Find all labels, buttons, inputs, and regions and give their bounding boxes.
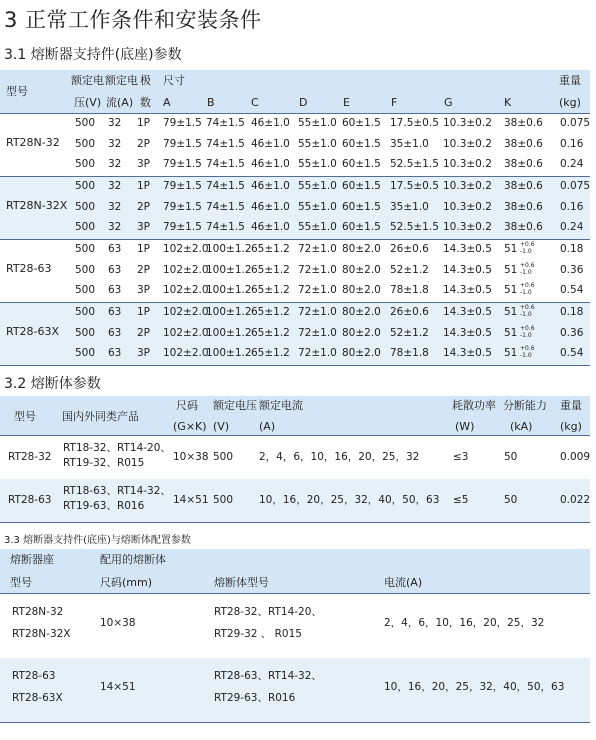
table3-current-cell: 10，16，20，25，32，40，50，63 [384, 681, 565, 693]
table1-cell-k: 38±0.6 [504, 180, 543, 192]
table1-cell-k: 38±0.6 [504, 137, 543, 150]
table1-cell-k: 51 [504, 326, 518, 339]
t1-header-dim-e: E [343, 96, 350, 109]
t2-header-size-line2: (G×K) [173, 420, 207, 433]
table1-cell-p: 3P [137, 347, 151, 359]
t2-header-power-line1: 耗散功率 [452, 399, 496, 412]
t2-header-current-line1: 额定电流 [259, 399, 303, 412]
table1-cell-b: 74±1.5 [206, 200, 245, 213]
table1-cell-v: 500 [75, 200, 96, 213]
table1-header-divider [0, 113, 590, 114]
table1-k-tolerance-lower: -1.0 [520, 352, 532, 359]
table2-power-cell: ≤5 [453, 494, 469, 506]
t1-header-poles-line1: 极 [140, 74, 151, 87]
table1-cell-v: 500 [75, 243, 96, 255]
t3-header-size: 尺码(mm) [100, 576, 153, 589]
table1-cell-i: 63 [108, 306, 122, 318]
table1-cell-f: 17.5±0.5 [390, 180, 439, 192]
table1-cell-v: 500 [75, 180, 96, 192]
table1-cell-v: 500 [75, 221, 96, 233]
table1-cell-c: 65±1.2 [251, 306, 290, 318]
table1-cell-b: 100±1.2 [206, 243, 252, 255]
table1-cell-k: 38±0.6 [504, 158, 543, 170]
table1-cell-b: 74±1.5 [206, 117, 245, 129]
table1-cell-k: 38±0.6 [504, 221, 543, 233]
table2-model-cell: RT28-32 [8, 451, 52, 463]
table3-fuse-model-line1: RT28-63、RT14-32、 [214, 670, 322, 682]
table1-cell-e: 60±1.5 [342, 158, 381, 170]
table1-cell-g: 10.3±0.2 [443, 180, 492, 192]
table1-cell-p: 1P [137, 180, 151, 192]
table1-cell-f: 52±1.2 [390, 326, 429, 339]
table1-cell-e: 80±2.0 [342, 243, 381, 255]
table1-cell-v: 500 [75, 137, 96, 150]
table1-cell-w: 0.36 [560, 263, 584, 276]
table1-cell-e: 80±2.0 [342, 284, 381, 296]
table1-cell-f: 78±1.8 [390, 284, 429, 296]
table1-k-tolerance-lower: -1.0 [520, 289, 532, 296]
table1-model-cell: RT28-63 [6, 262, 52, 275]
table3-base-line1: RT28N-32 [12, 606, 64, 618]
table1-cell-w: 0.16 [560, 137, 584, 150]
table1-cell-c: 65±1.2 [251, 347, 290, 359]
table1-cell-w: 0.18 [560, 306, 584, 318]
t1-header-model: 型号 [6, 85, 28, 98]
table1-cell-a: 102±2.0 [163, 347, 209, 359]
table1-cell-c: 46±1.0 [251, 221, 290, 233]
table1-cell-b: 74±1.5 [206, 158, 245, 170]
table2-size-cell: 14×51 [173, 494, 209, 506]
table1-cell-a: 102±2.0 [163, 306, 209, 318]
table2-voltage-cell: 500 [213, 451, 234, 463]
t3-header-current: 电流(A) [384, 576, 423, 589]
table1-cell-g: 14.3±0.5 [443, 284, 492, 296]
table1-cell-i: 32 [108, 180, 122, 192]
table1-model-cell: RT28N-32 [6, 136, 60, 149]
t3-header-base-line1: 熔断器座 [10, 553, 54, 566]
table1-cell-e: 60±1.5 [342, 117, 381, 129]
table1-cell-w: 0.18 [560, 243, 584, 255]
table1-cell-i: 32 [108, 117, 122, 129]
table3-current-cell: 2，4，6，10，16，20，25，32 [384, 617, 545, 629]
table1-cell-b: 100±1.2 [206, 263, 252, 276]
t2-header-voltage-line1: 额定电压 [213, 399, 257, 412]
table1-cell-i: 63 [108, 284, 122, 296]
table1-cell-p: 3P [137, 221, 151, 233]
table1-cell-d: 55±1.0 [298, 221, 337, 233]
table1-cell-e: 80±2.0 [342, 263, 381, 276]
table1-cell-i: 32 [108, 200, 122, 213]
table1-cell-w: 0.24 [560, 221, 584, 233]
table1-cell-d: 72±1.0 [298, 243, 337, 255]
table1-cell-k: 51 [504, 347, 518, 359]
table1-cell-i: 32 [108, 158, 122, 170]
table1-cell-i: 63 [108, 347, 122, 359]
table1-cell-b: 100±1.2 [206, 326, 252, 339]
t2-header-breaking-line1: 分断能力 [503, 399, 547, 412]
table3-size-cell: 14×51 [100, 681, 136, 693]
table2-equivalents-line2: RT19-32、R015 [63, 457, 145, 469]
table1-cell-a: 79±1.5 [163, 200, 202, 213]
t1-header-current-line2: 流(A) [106, 96, 134, 109]
table1-cell-d: 72±1.0 [298, 284, 337, 296]
t2-header-power-line2: (W) [455, 420, 475, 433]
table1-cell-k: 38±0.6 [504, 200, 543, 213]
table1-cell-w: 0.075 [560, 117, 591, 129]
table1-cell-g: 14.3±0.5 [443, 243, 492, 255]
table1-cell-v: 500 [75, 347, 96, 359]
table1-cell-v: 500 [75, 117, 96, 129]
table1-group-divider [0, 239, 590, 240]
t1-header-voltage-line1: 额定电 [71, 74, 104, 87]
t1-header-dim-f: F [391, 96, 398, 109]
table1-cell-k: 51 [504, 263, 518, 276]
t2-header-size-line1: 尺码 [176, 399, 198, 412]
table1-k-tolerance-upper: +0.6 [520, 241, 535, 248]
table1-cell-c: 46±1.0 [251, 117, 290, 129]
table1-cell-f: 35±1.0 [390, 137, 429, 150]
table1-cell-w: 0.24 [560, 158, 584, 170]
table2-equivalents-line2: RT19-63、R016 [63, 500, 145, 512]
table3-fuse-model-line2: RT29-32 、 R015 [214, 628, 302, 640]
t1-header-weight-line1: 重量 [559, 74, 581, 87]
table1-cell-d: 55±1.0 [298, 180, 337, 192]
table2-equivalents-line1: RT18-63、RT14-32、 [63, 485, 171, 497]
t1-header-dim-g: G [444, 96, 453, 109]
table1-cell-g: 10.3±0.2 [443, 137, 492, 150]
table1-cell-c: 65±1.2 [251, 284, 290, 296]
table1-k-tolerance-upper: +0.6 [520, 282, 535, 289]
table1-cell-w: 0.075 [560, 180, 591, 192]
table1-cell-g: 10.3±0.2 [443, 200, 492, 213]
table1-cell-a: 79±1.5 [163, 117, 202, 129]
table2-weight-cell: 0.022 [560, 494, 591, 506]
table1-cell-v: 500 [75, 158, 96, 170]
table2-currents-cell: 2，4，6，10，16，20，25，32 [259, 451, 420, 463]
table1-cell-b: 74±1.5 [206, 221, 245, 233]
table1-cell-g: 10.3±0.2 [443, 221, 492, 233]
table1-cell-p: 3P [137, 284, 151, 296]
table1-cell-k: 38±0.6 [504, 117, 543, 129]
table3-header-divider [0, 593, 590, 594]
table1-cell-a: 102±2.0 [163, 326, 209, 339]
table1-cell-f: 35±1.0 [390, 200, 429, 213]
table1-cell-f: 52.5±1.5 [390, 221, 439, 233]
table1-cell-c: 65±1.2 [251, 326, 290, 339]
table1-cell-b: 100±1.2 [206, 347, 252, 359]
table1-cell-p: 2P [137, 200, 151, 213]
table3-base-line2: RT28-63X [12, 692, 63, 704]
table1-k-tolerance-lower: -1.0 [520, 248, 532, 255]
table1-cell-k: 51 [504, 306, 518, 318]
table1-cell-g: 10.3±0.2 [443, 158, 492, 170]
table1-k-tolerance-lower: -1.0 [520, 268, 532, 276]
table1-cell-c: 65±1.2 [251, 263, 290, 276]
t2-header-equivalents: 国内外同类产品 [62, 410, 139, 423]
table3-row-divider [0, 722, 590, 723]
t2-header-breaking-line2: (kA) [510, 420, 533, 433]
table2-power-cell: ≤3 [453, 451, 469, 463]
table1-cell-c: 65±1.2 [251, 243, 290, 255]
t3-header-fuse-model: 熔断体型号 [214, 576, 269, 589]
table1-cell-a: 102±2.0 [163, 284, 209, 296]
table1-cell-c: 46±1.0 [251, 180, 290, 192]
table1-cell-a: 79±1.5 [163, 180, 202, 192]
table3-size-cell: 10×38 [100, 617, 136, 629]
table1-model-cell: RT28N-32X [6, 199, 68, 212]
table1-cell-g: 14.3±0.5 [443, 306, 492, 318]
table1-cell-i: 63 [108, 326, 122, 339]
table1-cell-w: 0.36 [560, 326, 584, 339]
t2-header-weight-line2: (kg) [560, 420, 582, 433]
t1-header-dim-c: C [251, 96, 259, 109]
table1-cell-f: 78±1.8 [390, 347, 429, 359]
table1-cell-p: 2P [137, 326, 151, 339]
section-3-2-heading: 3.2 熔断体参数 [4, 376, 101, 392]
table1-k-tolerance-upper: +0.6 [520, 345, 535, 352]
page-title: 3 正常工作条件和安装条件 [4, 8, 262, 32]
table1-cell-i: 32 [108, 137, 122, 150]
table1-cell-f: 26±0.6 [390, 306, 429, 318]
t2-header-weight-line1: 重量 [560, 399, 582, 412]
table1-cell-a: 102±2.0 [163, 243, 209, 255]
table3-base-line1: RT28-63 [12, 670, 56, 682]
table1-cell-v: 500 [75, 263, 96, 276]
section-3-3-heading: 3.3 熔断器支持件(底座)与熔断体配置参数 [4, 535, 191, 546]
table2-breaking-cell: 50 [504, 451, 518, 463]
t1-header-dim-a: A [163, 96, 171, 109]
table1-cell-v: 500 [75, 284, 96, 296]
table1-cell-i: 63 [108, 243, 122, 255]
table1-cell-f: 52±1.2 [390, 263, 429, 276]
t1-header-dim-b: B [207, 96, 215, 109]
table1-cell-w: 0.16 [560, 200, 584, 213]
table1-cell-a: 79±1.5 [163, 221, 202, 233]
table1-cell-w: 0.54 [560, 347, 584, 359]
table2-weight-cell: 0.009 [560, 451, 591, 463]
table1-cell-p: 3P [137, 158, 151, 170]
table1-k-tolerance-upper: +0.6 [520, 304, 535, 311]
table2-breaking-cell: 50 [504, 494, 518, 506]
t2-header-model: 型号 [14, 410, 36, 423]
table1-cell-b: 100±1.2 [206, 284, 252, 296]
table1-model-cell: RT28-63X [6, 325, 60, 338]
table1-cell-k: 51 [504, 243, 518, 255]
table2-currents-cell: 10，16，20，25，32，40，50，63 [259, 494, 440, 506]
t1-header-dim-k: K [504, 96, 512, 109]
table1-cell-d: 55±1.0 [298, 200, 337, 213]
table1-cell-e: 80±2.0 [342, 347, 381, 359]
table1-cell-p: 2P [137, 263, 151, 276]
section-3-1-heading: 3.1 熔断器支持件(底座)参数 [4, 47, 182, 63]
table1-cell-g: 14.3±0.5 [443, 326, 492, 339]
table1-cell-a: 79±1.5 [163, 158, 202, 170]
t2-header-voltage-line2: (V) [213, 420, 230, 433]
table1-k-tolerance-upper: +0.6 [520, 324, 535, 332]
table3-header-band [0, 549, 590, 593]
table1-cell-e: 80±2.0 [342, 306, 381, 318]
table1-cell-i: 63 [108, 263, 122, 276]
table1-cell-c: 46±1.0 [251, 200, 290, 213]
table1-cell-b: 100±1.2 [206, 306, 252, 318]
table1-cell-p: 2P [137, 137, 151, 150]
table1-cell-b: 74±1.5 [206, 137, 245, 150]
table2-size-cell: 10×38 [173, 451, 209, 463]
t3-header-matched-fuse: 配用的熔断体 [100, 553, 166, 566]
table1-cell-e: 60±1.5 [342, 221, 381, 233]
table1-cell-d: 72±1.0 [298, 306, 337, 318]
t1-header-dimensions: 尺寸 [163, 74, 185, 87]
table1-cell-e: 60±1.5 [342, 200, 381, 213]
table1-cell-g: 14.3±0.5 [443, 347, 492, 359]
t1-header-dim-d: D [299, 96, 308, 109]
table1-cell-g: 14.3±0.5 [443, 263, 492, 276]
table1-cell-d: 72±1.0 [298, 347, 337, 359]
table3-fuse-model-line1: RT28-32、RT14-20、 [214, 606, 322, 618]
table1-cell-p: 1P [137, 117, 151, 129]
table1-cell-d: 72±1.0 [298, 263, 337, 276]
table1-cell-v: 500 [75, 306, 96, 318]
table1-cell-p: 1P [137, 306, 151, 318]
table1-cell-v: 500 [75, 326, 96, 339]
table1-cell-g: 10.3±0.2 [443, 117, 492, 129]
table3-base-line2: RT28N-32X [12, 628, 71, 640]
t1-header-poles-line2: 数 [140, 96, 151, 109]
table1-cell-d: 55±1.0 [298, 137, 337, 150]
table1-cell-d: 55±1.0 [298, 158, 337, 170]
table2-header-divider [0, 435, 590, 436]
table1-cell-d: 55±1.0 [298, 117, 337, 129]
table1-k-tolerance-upper: +0.6 [520, 261, 535, 269]
table1-cell-k: 51 [504, 284, 518, 296]
table3-fuse-model-line2: RT29-63、R016 [214, 692, 296, 704]
t2-header-current-line2: (A) [259, 420, 276, 433]
table1-cell-p: 1P [137, 243, 151, 255]
table1-cell-f: 17.5±0.5 [390, 117, 439, 129]
table1-cell-i: 32 [108, 221, 122, 233]
table1-cell-d: 72±1.0 [298, 326, 337, 339]
table2-voltage-cell: 500 [213, 494, 234, 506]
table2-row-divider [0, 522, 590, 523]
table1-group-divider [0, 365, 590, 366]
table1-cell-a: 79±1.5 [163, 137, 202, 150]
table1-cell-e: 60±1.5 [342, 180, 381, 192]
table1-cell-c: 46±1.0 [251, 137, 290, 150]
table1-cell-e: 60±1.5 [342, 137, 381, 150]
t1-header-voltage-line2: 压(V) [74, 96, 102, 109]
table1-k-tolerance-lower: -1.0 [520, 331, 532, 339]
table1-cell-f: 26±0.6 [390, 243, 429, 255]
table1-cell-a: 102±2.0 [163, 263, 209, 276]
table1-cell-w: 0.54 [560, 284, 584, 296]
t3-header-base-line2: 型号 [10, 576, 32, 589]
table2-model-cell: RT28-63 [8, 494, 52, 506]
table1-cell-c: 46±1.0 [251, 158, 290, 170]
t1-header-current-line1: 额定电 [105, 74, 138, 87]
t1-header-weight-line2: (kg) [559, 96, 581, 109]
table1-cell-b: 74±1.5 [206, 180, 245, 192]
table1-cell-e: 80±2.0 [342, 326, 381, 339]
table2-equivalents-line1: RT18-32、RT14-20、 [63, 442, 171, 454]
table1-k-tolerance-lower: -1.0 [520, 311, 532, 318]
table1-cell-f: 52.5±1.5 [390, 158, 439, 170]
